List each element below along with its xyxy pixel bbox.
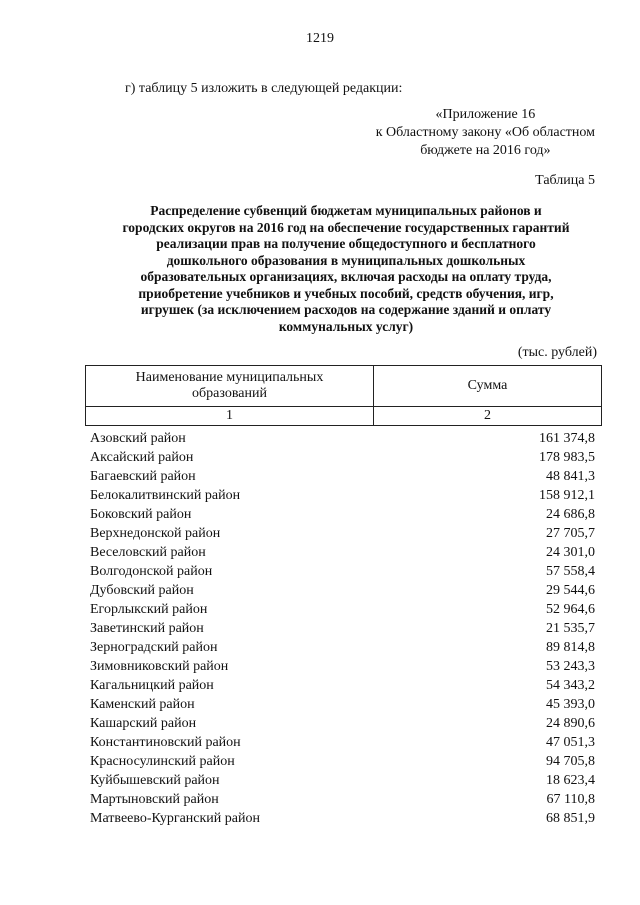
district-name: Белокалитвинский район (90, 488, 241, 503)
table-row (90, 505, 595, 524)
title-line: приобретение учебников и учебных пособий, средств обучения, игр, (138, 285, 554, 301)
district-amount: 158 912,1 (539, 488, 595, 503)
table-label: Таблица 5 (535, 173, 595, 188)
column-number-2: 2 (374, 407, 602, 426)
table-row (90, 486, 595, 505)
table-row (90, 714, 595, 733)
table-row (90, 657, 595, 676)
column-header-amount: Сумма (374, 366, 602, 407)
table-row (90, 600, 595, 619)
district-name: Матвеево-Курганский район (90, 811, 260, 826)
table-body (90, 429, 595, 828)
district-name: Константиновский район (90, 735, 241, 750)
district-name: Дубовский район (90, 583, 194, 598)
table-row (90, 752, 595, 771)
district-amount: 21 535,7 (546, 621, 595, 636)
district-amount: 45 393,0 (546, 697, 595, 712)
table-row (90, 581, 595, 600)
appendix-line: бюджете на 2016 год» (420, 143, 551, 158)
district-name: Верхнедонской район (90, 526, 221, 541)
table-row (90, 676, 595, 695)
district-amount: 54 343,2 (546, 678, 595, 693)
table-row (90, 790, 595, 809)
table-row (90, 733, 595, 752)
district-name: Красносулинский район (90, 754, 235, 769)
title-line: городских округов на 2016 год на обеспечение государственных гарантий (122, 219, 570, 235)
column-header-name (86, 366, 374, 407)
units-label: (тыс. рублей) (517, 345, 597, 360)
title-line: игрушек (за исключением расходов на содержание зданий и оплату (140, 302, 552, 317)
table-row (90, 448, 595, 467)
table-row (90, 543, 595, 562)
district-name: Кагальницкий район (90, 678, 214, 693)
district-amount: 24 686,8 (546, 507, 595, 522)
district-name: Боковский район (90, 507, 192, 522)
table-row (90, 809, 595, 828)
district-amount: 68 851,9 (546, 811, 595, 826)
district-name: Зерноградский район (90, 640, 218, 655)
district-amount: 47 051,3 (546, 735, 595, 750)
district-amount: 53 243,3 (546, 659, 595, 674)
district-amount: 161 374,8 (539, 431, 595, 446)
table-row (90, 619, 595, 638)
district-name: Аксайский район (90, 450, 194, 465)
table-row (90, 771, 595, 790)
district-name: Каменский район (90, 697, 195, 712)
district-amount: 94 705,8 (546, 754, 595, 769)
page-number: 1219 (306, 31, 334, 46)
table-header (85, 365, 602, 426)
appendix-line: «Приложение 16 (435, 107, 536, 122)
table-row (90, 638, 595, 657)
title-line: коммунальных услуг) (278, 318, 414, 334)
title-line: образовательных организациях, включая расходы на оплату труда, (140, 269, 552, 284)
table-row (90, 429, 595, 448)
district-name: Куйбышевский район (90, 773, 220, 788)
title-line: реализации прав на получение общедоступного и бесплатного (156, 236, 536, 251)
district-amount: 89 814,8 (546, 640, 595, 655)
district-amount: 52 964,6 (546, 602, 595, 617)
column-number-1: 1 (86, 407, 374, 426)
district-name: Азовский район (90, 431, 186, 446)
column-header-line: образований (192, 386, 267, 401)
district-amount: 29 544,6 (546, 583, 595, 598)
appendix-line: к Областному закону «Об областном (375, 125, 595, 140)
table-row (90, 524, 595, 543)
district-name: Егорлыкский район (90, 602, 208, 617)
district-name: Зимовниковский район (90, 659, 229, 674)
district-amount: 48 841,3 (546, 469, 595, 484)
district-amount: 24 890,6 (546, 716, 595, 731)
district-amount: 67 110,8 (546, 792, 595, 807)
document-title (78, 203, 614, 335)
district-amount: 178 983,5 (539, 450, 595, 465)
title-line: Распределение субвенций бюджетам муниципальных районов и (150, 203, 542, 218)
intro-line: г) таблицу 5 изложить в следующей редакции: (125, 81, 403, 96)
district-name: Кашарский район (90, 716, 197, 731)
appendix-reference (376, 106, 595, 160)
district-amount: 57 558,4 (546, 564, 595, 579)
column-header-line: Наименование муниципальных (135, 370, 324, 385)
district-name: Волгодонской район (90, 564, 213, 579)
district-name: Заветинский район (90, 621, 204, 636)
table-row (90, 467, 595, 486)
district-amount: 27 705,7 (546, 526, 595, 541)
table-row (90, 695, 595, 714)
district-name: Мартыновский район (90, 792, 219, 807)
table-row (90, 562, 595, 581)
district-amount: 24 301,0 (546, 545, 595, 560)
district-name: Багаевский район (90, 469, 196, 484)
district-amount: 18 623,4 (546, 773, 595, 788)
title-line: дошкольного образования в муниципальных дошкольных (166, 252, 526, 268)
district-name: Веселовский район (90, 545, 206, 560)
